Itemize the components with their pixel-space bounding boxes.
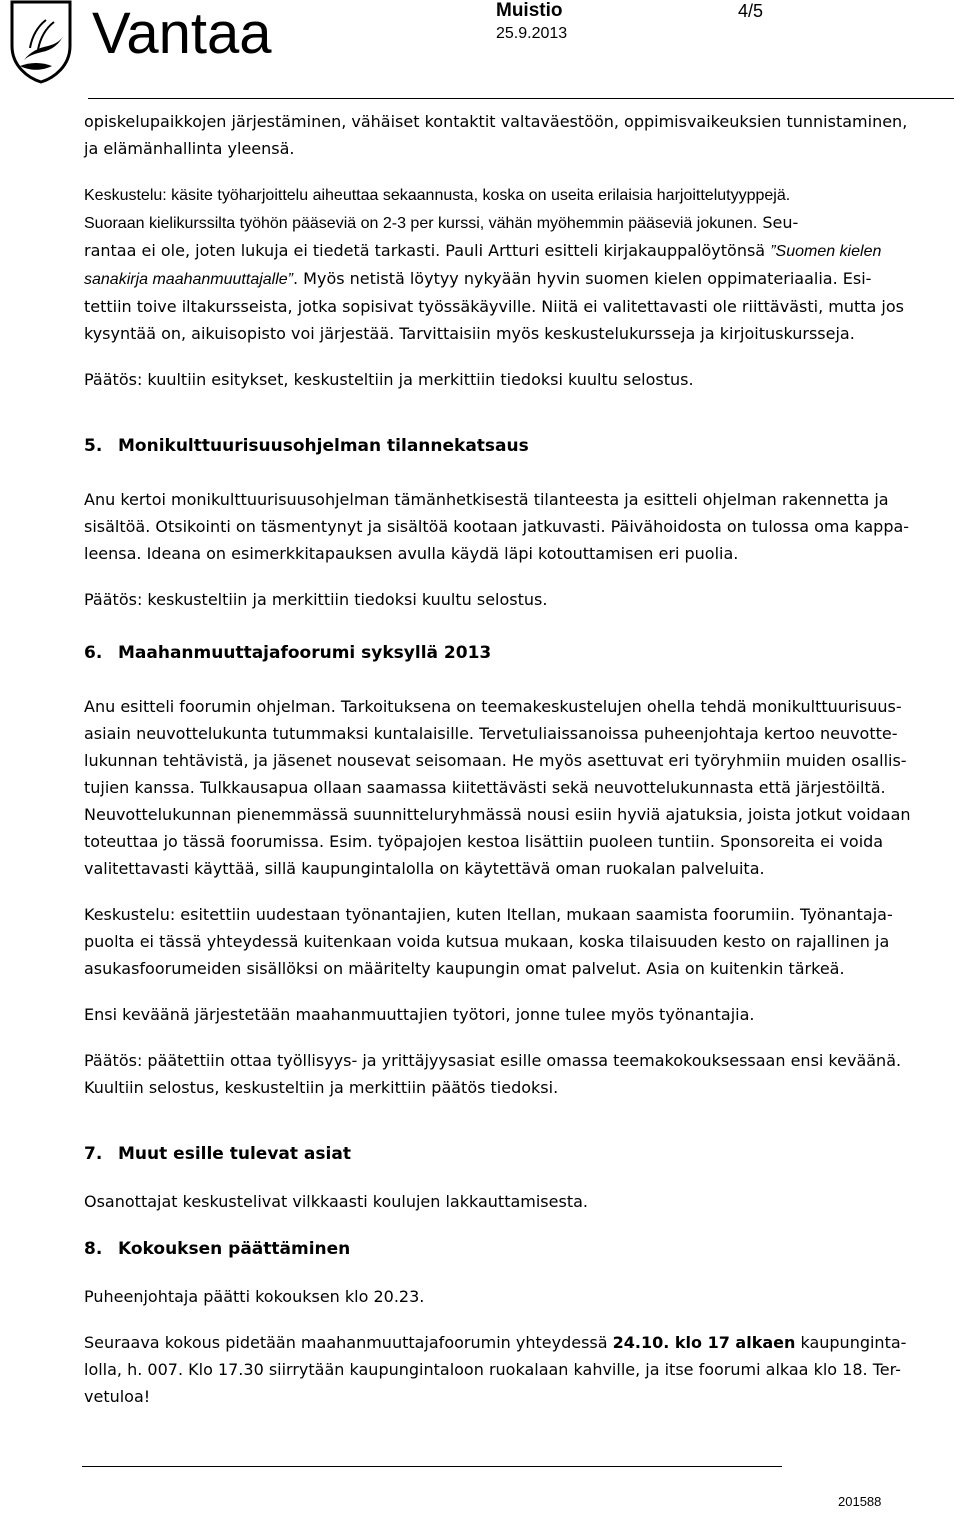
paragraph-job-fair: Ensi keväänä järjestetään maahanmuuttajien työtori, jonne tulee myös työnantajia. [84,1005,755,1024]
text-line: Päätös: päätettiin ottaa työllisyys- ja yrittäjyysasiat esille omassa teemakokouksessaan ensi keväänä. [84,1051,902,1070]
text-line: puolta ei tässä yhteydessä kuitenkaan voida kutsua mukaan, koska tilaisuuden kesto on rajallinen ja [84,932,890,951]
text-line: Pauli Artturi esitteli kirjakauppalöytönsä [440,241,771,260]
text-line: Neuvottelukunnan pienemmässä suunnitteluryhmässä nousi esiin hyviä ajatuksia, joista jotkut voidaan [84,805,911,824]
text-line: tujien kanssa. Tulkkausapua ollaan saamassa kiitettävästi sekä neuvottelukunnasta että järjestöiltä. [84,778,886,797]
text-line: rantaa ei ole, joten lukuja ei tiedetä tarkasti. [84,241,441,260]
text-line: ja elämänhallinta yleensä. [84,139,295,158]
text-line: lolla, h. 007. Klo 17.30 siirrytään kaupungintaloon ruokalaan kahville, ja itse foorumi alkaa klo 18. Ter- [84,1360,901,1379]
section-heading-6 [84,638,954,668]
section-title: Monikulttuurisuusohjelman tilannekatsaus [118,436,529,456]
text-line: toteuttaa jo tässä foorumissa. Esim. työpajojen kestoa lisättiin puoleen tuntiin. Sponsoreita ei voida [84,832,884,851]
paragraph-section-7: Osanottajat keskustelivat vilkkaasti koulujen lakkauttamisesta. [84,1192,588,1211]
paragraph-intro [84,108,954,162]
paragraph-section-5 [84,486,954,567]
paragraph-discussion [84,181,954,347]
text-line: . Myös netistä löytyy nykyään hyvin suomen kielen oppimateriaalia. Esi- [293,269,872,288]
paragraph-decision [84,1047,954,1101]
page-number: 4/5 [738,1,764,21]
text-line: Kuultiin selostus, keskusteltiin ja merkittiin päätös tiedoksi. [84,1078,559,1097]
page-header [0,0,960,100]
document-date: 25.9.2013 [496,25,568,42]
text-line: kaupunginta- [795,1333,907,1352]
text-line: Suoraan kielikurssilta työhön pääseviä on 2-3 per kurssi, vähän myöhemmin pääseviä jokunen. [84,215,758,232]
text-line: vetuloa! [84,1387,151,1406]
text-line: valitettavasti käyttää, sillä kaupungintalolla on käytettävä oman ruokalan palveluita. [84,859,765,878]
section-title: Muut esille tulevat asiat [118,1144,351,1164]
vantaa-crest-logo [8,0,74,84]
book-title: ”Suomen kielen [770,243,882,260]
section-heading-7 [84,1139,954,1169]
paragraph-section-6 [84,693,954,882]
text-line: Keskustelu: käsite työharjoittelu aiheuttaa sekaannusta, koska on useita erilaisia harjoittelutyyppejä. [84,187,791,204]
text-line: Anu kertoi monikulttuurisuusohjelman tämänhetkisestä tilanteesta ja esitteli ohjelman rakennetta ja [84,490,889,509]
text-line: asukasfoorumeiden sisällöksi on määritelty kaupungin omat palvelut. Asia on kuitenkin tärkeä. [84,959,845,978]
section-number: 6. [84,643,103,663]
text-line: Anu esitteli foorumin ohjelman. Tarkoituksena on teemakeskustelujen ohella tehdä monikulttuurisuus- [84,697,902,716]
section-title: Kokouksen päättäminen [118,1239,351,1259]
text-line: leensa. Ideana on esimerkkitapauksen avulla käydä läpi kotouttamisen eri puolia. [84,544,739,563]
paragraph-section-8: Puheenjohtaja päätti kokouksen klo 20.23. [84,1287,425,1306]
section-title: Maahanmuuttajafoorumi syksyllä 2013 [118,643,492,663]
text-line: kysyntää on, aikuisopisto voi järjestää. Tarvittaisiin myös keskustelukursseja ja kirjoituskursseja. [84,324,855,343]
paragraph-next-meeting [84,1329,954,1410]
paragraph-decision: Päätös: keskusteltiin ja merkittiin tiedoksi kuultu selostus. [84,590,548,609]
text-line: Seuraava kokous pidetään maahanmuuttajafoorumin yhteydessä [84,1333,613,1352]
section-heading-8 [84,1234,954,1264]
section-heading-5 [84,431,954,461]
section-number: 7. [84,1144,103,1164]
meeting-time-highlight: 24.10. klo 17 alkaen [612,1333,796,1352]
text-line: lukunnan tehtävistä, ja jäsenet nousevat seisomaan. He myös asettuvat eri työryhmiin muiden osallis- [84,751,907,770]
header-divider [88,98,954,99]
paragraph-decision: Päätös: kuultiin esitykset, keskusteltiin ja merkittiin tiedoksi kuultu selostus. [84,370,694,389]
book-title: sanakirja maahanmuuttajalle” [84,271,293,288]
text-line: asiain neuvottelukunta tutummaksi kuntalaisille. Tervetuliaissanoissa puheenjohtaja kertoo neuvotte- [84,724,898,743]
section-number: 5. [84,436,103,456]
vantaa-logo-text: Vantaa [92,1,272,66]
paragraph-discussion [84,901,954,982]
text-line: Keskustelu: esitettiin uudestaan työnantajien, kuten Itellan, mukaan saamista foorumiin. Työnantaja- [84,905,893,924]
document-body [84,108,954,1410]
footer-divider [82,1466,782,1467]
text-line: opiskelupaikkojen järjestäminen, vähäiset kontaktit valtaväestöön, oppimisvaikeuksien tunnistaminen, [84,112,908,131]
text-line: sisältöä. Otsikointi on täsmentynyt ja sisältöä kootaan jatkuvasti. Päivähoidosta on tulossa oma kappa- [84,517,910,536]
text-line: Seu- [757,213,799,232]
document-type: Muistio [496,0,563,21]
section-number: 8. [84,1239,103,1259]
text-line: tettiin toive iltakursseista, jotka sopisivat työssäkäyville. Niitä ei valitettavasti ole riittävästi, mutta jos [84,297,904,316]
footer-code: 201588 [838,1494,882,1509]
